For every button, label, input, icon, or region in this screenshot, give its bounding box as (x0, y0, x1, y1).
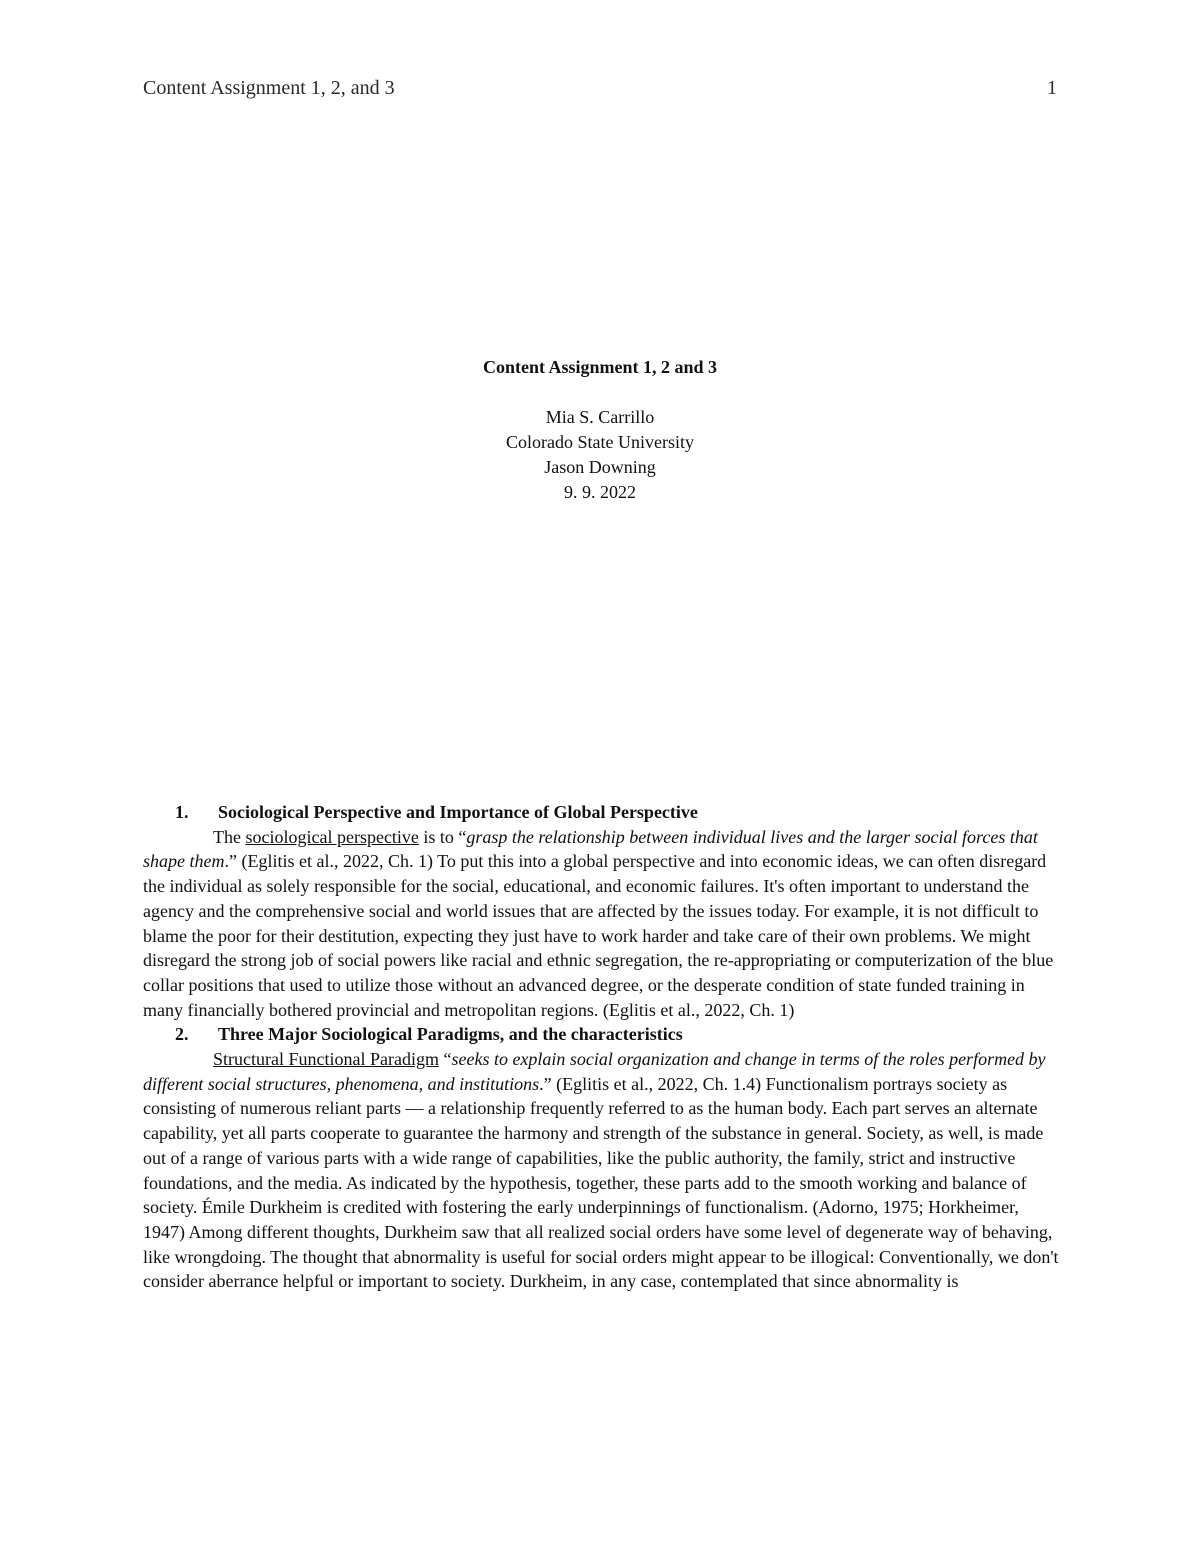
definition-quote: grasp the relationship between individual lives and the larger social forces that shape them (143, 826, 1038, 872)
document-body (143, 800, 1063, 1294)
section-heading (143, 800, 1063, 825)
author-name: Mia S. Carrillo (545, 407, 655, 427)
key-term: Structural Functional Paradigm (213, 1049, 439, 1070)
document-date: 9. 9. 2022 (564, 482, 636, 502)
document-title: Content Assignment 1, 2 and 3 (482, 357, 718, 377)
paragraph-text: “ (438, 1049, 452, 1070)
key-term: sociological perspective (245, 826, 419, 847)
paragraph-text: is to “ (418, 826, 467, 847)
section-heading-text: Three Major Sociological Paradigms, and the characteristics (218, 1024, 683, 1045)
paragraph-text: .” (Eglitis et al., 2022, Ch. 1) To put this into a global perspective and into economic ideas, we can often disregard the individual as solely responsible for the social, educational, and economic failures. It's often important to understand the agency and the comprehensive social and world issues that are affected by the issues today. For example, it is not difficult to blame the poor for their destitution, expecting they just have to work harder and take care of their own problems. We might disregard the strong job of social powers like racial and ethnic segregation, the re-appropriating or computerization of the blue collar positions that used to utilize those without an advanced degree, or the desperate condition of state funded training in many financially bothered provincial and metropolitan regions. (Eglitis et al., 2022, Ch. 1) (143, 851, 1054, 1020)
paragraph-text: .” (Eglitis et al., 2022, Ch. 1.4) Functionalism portrays society as consisting of numerous reliant parts — a relationship frequently referred to as the human body. Each part serves an alternate capability, yet all parts cooperate to guarantee the harmony and strength of the substance in general. Society, as well, is made out of a range of various parts with a wide range of capabilities, like the public authority, the family, strict and instructive foundations, and the media. As indicated by the hypothesis, together, these parts add to the smooth working and balance of society. Émile Durkheim is credited with fostering the early underpinnings of functionalism. (Adorno, 1975; Horkheimer, 1947) Among different thoughts, Durkheim saw that all realized social orders have some level of degenerate way of behaving, like wrongdoing. The thought that abnormality is useful for social orders might appear to be illogical: Conventionally, we don't consider aberrance helpful or important to society. Durkheim, in any case, contemplated that since abnormality is (143, 1073, 1059, 1292)
instructor-name: Jason Downing (544, 457, 656, 477)
institution-name: Colorado State University (506, 432, 694, 452)
section-heading (143, 1022, 1063, 1047)
running-head: Content Assignment 1, 2, and 3 (143, 77, 395, 99)
paragraph-text: The (213, 826, 246, 847)
section-heading-text: Sociological Perspective and Importance of Global Perspective (218, 802, 698, 822)
section-paragraph (143, 825, 1063, 1023)
section-paragraph (143, 1047, 1063, 1294)
title-block (0, 355, 1200, 505)
section-number: 2. (175, 1024, 189, 1045)
page-number: 1 (1047, 77, 1057, 99)
section-number: 1. (175, 802, 189, 822)
definition-quote: seeks to explain social organization and change in terms of the roles performed by different social structures, phenomena, and institutions (143, 1049, 1046, 1094)
